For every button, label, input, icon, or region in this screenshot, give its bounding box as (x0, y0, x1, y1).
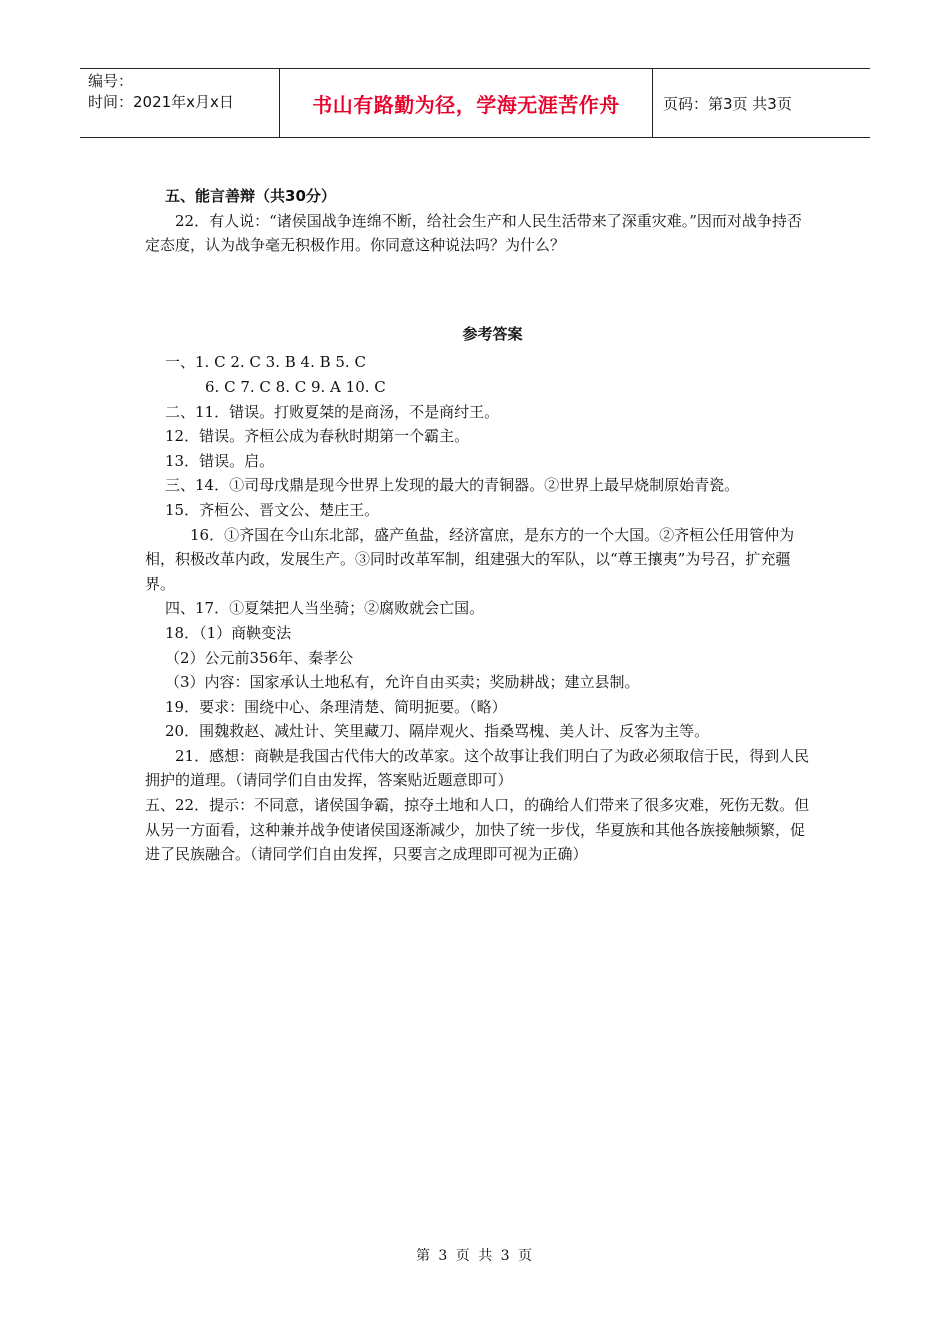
answer-line: 15．齐桓公、晋文公、楚庄王。 (165, 500, 380, 519)
answer-line: 13．错误。启。 (165, 451, 275, 470)
section-title: 五、能言善辩（共30分） (165, 187, 336, 205)
answer-line: 6. C 7. C 8. C 9. A 10. C (205, 377, 386, 396)
answer-line: 21．感想：商鞅是我国古代伟大的改革家。这个故事让我们明白了为政必须取信于民，得到人民拥护的道理。（请同学们自由发挥，答案贴近题意即可） (145, 746, 810, 790)
answer-line: 12．错误。齐桓公成为春秋时期第一个霸主。 (165, 427, 470, 446)
answer-line: 18．（1）商鞅变法 (165, 623, 292, 642)
answer-line: 20．围魏救赵、减灶计、笑里藏刀、隔岸观火、指桑骂槐、美人计、反客为主等。 (165, 722, 710, 741)
document-body (145, 184, 810, 867)
answer-line: 五、22．提示：不同意，诸侯国争霸，掠夺土地和人口，的确给人们带来了很多灾难，死伤无数。但从另一方面看，这种兼并战争使诸侯国逐渐减少，加快了统一步伐，华夏族和其他各族接触频繁，促进了民族融合。（请同学们自由发挥，只要言之成理即可视为正确） (145, 796, 810, 864)
date-label: 时间：2021年x月x日 (88, 93, 234, 111)
answer-line: 二、11．错误。打败夏桀的是商汤，不是商纣王。 (165, 402, 500, 421)
page-footer: 第 3 页 共 3 页 (415, 1248, 535, 1264)
answers-title: 参考答案 (462, 324, 523, 343)
answer-line: 三、14．①司母戊鼎是现今世界上发现的最大的青铜器。②世界上最早烧制原始青瓷。 (165, 476, 740, 495)
header-motto: 书山有路勤为径，学海无涯苦作舟 (280, 69, 653, 137)
answer-line: 四、17．①夏桀把人当坐骑；②腐败就会亡国。 (165, 599, 485, 618)
number-label: 编号： (88, 72, 134, 90)
answer-line: （3）内容：国家承认土地私有，允许自由买卖；奖励耕战；建立县制。 (165, 673, 640, 692)
answer-line: 19．要求：围绕中心、条理清楚、简明扼要。（略） (165, 697, 507, 716)
answer-line: （2）公元前356年、秦孝公 (165, 648, 354, 667)
header-page-info: 页码：第3页 共3页 (663, 94, 792, 113)
answer-line: 16．①齐国在今山东北部，盛产鱼盐，经济富庶，是东方的一个大国。②齐桓公任用管仲为相，积极改革内政，发展生产。③同时改革军制，组建强大的军队，以“尊王攘夷”为号召，扩充疆界。 (145, 525, 795, 593)
question-22: 22．有人说：“诸侯国战争连绵不断，给社会生产和人民生活带来了深重灾难。”因而对战争持否定态度，认为战争毫无积极作用。你同意这种说法吗？为什么？ (145, 211, 802, 255)
answer-line: 一、1. C 2. C 3. B 4. B 5. C (165, 353, 366, 372)
page-header (80, 68, 870, 138)
header-meta (80, 69, 280, 137)
